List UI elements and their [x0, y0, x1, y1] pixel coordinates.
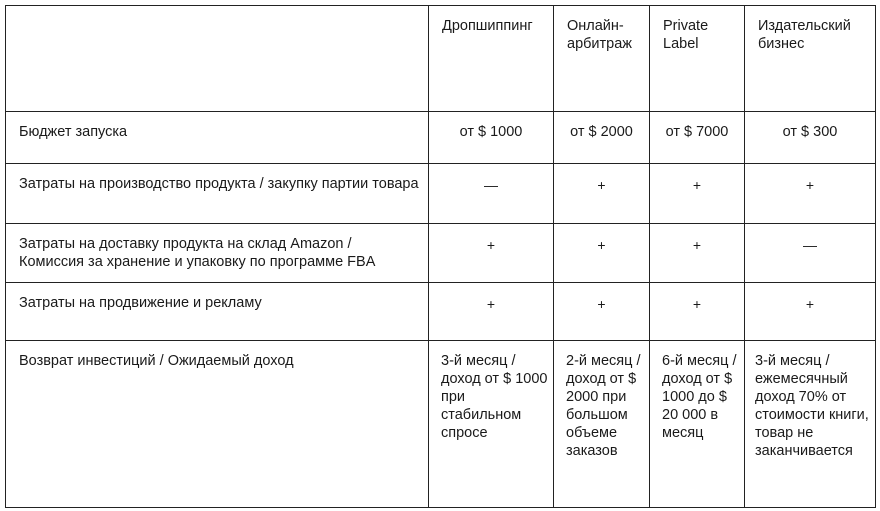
cell-budget-private-label: от $ 7000	[650, 112, 745, 164]
cell-promotion-online-arbitrage: +	[554, 283, 650, 341]
cell-shipping-dropshipping: +	[429, 224, 554, 283]
table-row-promotion-costs	[6, 283, 876, 341]
cell-roi-private-label: 6-й месяц / доход от $ 1000 до $ 20 000 в месяц	[650, 341, 745, 508]
table-row-production-costs	[6, 164, 876, 224]
row-label-roi: Возврат инвестиций / Ожидаемый доход	[6, 341, 429, 508]
header-corner-cell	[6, 6, 429, 112]
row-label-production-costs: Затраты на производство продукта / закупку партии товара	[6, 164, 429, 224]
row-label-budget: Бюджет запуска	[6, 112, 429, 164]
cell-roi-dropshipping: 3-й месяц / доход от $ 1000 при стабильном спросе	[429, 341, 554, 508]
comparison-table	[5, 5, 876, 508]
cell-budget-dropshipping: от $ 1000	[429, 112, 554, 164]
header-row	[6, 6, 876, 112]
column-header-private-label: Private Label	[650, 6, 745, 112]
column-header-online-arbitrage: Онлайн-арбитраж	[554, 6, 650, 112]
cell-roi-publishing: 3-й месяц / ежемесячный доход 70% от стоимости книги, товар не заканчивается	[745, 341, 876, 508]
cell-promotion-private-label: +	[650, 283, 745, 341]
cell-promotion-publishing: +	[745, 283, 876, 341]
column-header-dropshipping: Дропшиппинг	[429, 6, 554, 112]
cell-production-online-arbitrage: +	[554, 164, 650, 224]
cell-budget-online-arbitrage: от $ 2000	[554, 112, 650, 164]
table-row-shipping-costs	[6, 224, 876, 283]
row-label-promotion-costs: Затраты на продвижение и рекламу	[6, 283, 429, 341]
cell-production-private-label: +	[650, 164, 745, 224]
cell-shipping-private-label: +	[650, 224, 745, 283]
cell-shipping-publishing: —	[745, 224, 876, 283]
cell-shipping-online-arbitrage: +	[554, 224, 650, 283]
row-label-shipping-costs: Затраты на доставку продукта на склад Amazon / Комиссия за хранение и упаковку по программе FBA	[6, 224, 429, 283]
table-row-roi	[6, 341, 876, 508]
cell-roi-online-arbitrage: 2-й месяц / доход от $ 2000 при большом объеме заказов	[554, 341, 650, 508]
cell-budget-publishing: от $ 300	[745, 112, 876, 164]
cell-production-publishing: +	[745, 164, 876, 224]
cell-promotion-dropshipping: +	[429, 283, 554, 341]
column-header-publishing: Издательский бизнес	[745, 6, 876, 112]
cell-production-dropshipping: —	[429, 164, 554, 224]
table-row-budget	[6, 112, 876, 164]
